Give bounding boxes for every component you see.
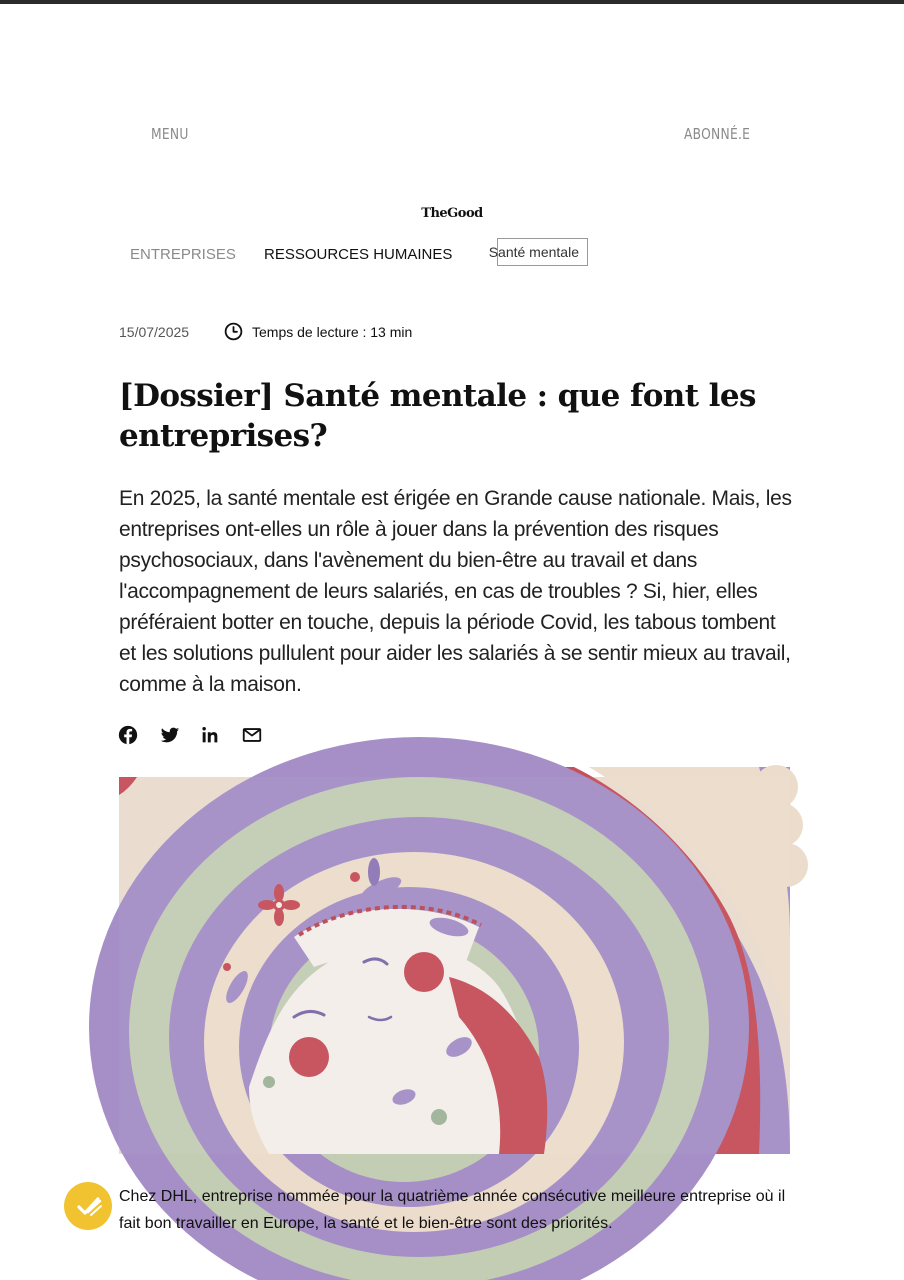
- top-border: [0, 0, 904, 4]
- article-title: [Dossier] Santé mentale : que font les entreprises?: [119, 378, 756, 454]
- linkedin-icon[interactable]: [199, 724, 221, 746]
- twitter-icon[interactable]: [159, 724, 181, 746]
- subscriber-button[interactable]: ABONNÉ.E: [684, 125, 751, 143]
- tag-sante-mentale-label: Santé mentale: [488, 244, 579, 260]
- menu-button[interactable]: MENU: [151, 125, 189, 143]
- article-date: 15/07/2025: [119, 324, 190, 340]
- hero-illustration: [119, 777, 790, 1154]
- tag-scroller: [0, 238, 904, 272]
- tag-ressources-humaines[interactable]: RESSOURCES HUMAINES: [264, 246, 453, 263]
- image-caption: Chez DHL, entreprise nommée pour la quatrième année consécutive meilleure entreprise où il fait bon travailler en Europe, la santé et le bien-être sont des priorités.: [119, 1188, 786, 1232]
- illustration-artwork: [119, 777, 790, 1154]
- checkmark-badge-icon: [64, 1182, 112, 1230]
- clock-icon: [224, 322, 243, 341]
- facebook-icon[interactable]: [117, 724, 139, 746]
- article-lead: En 2025, la santé mentale est érigée en Grande cause nationale. Mais, les entreprises ont-elles un rôle à jouer dans la prévention des risques psychosociaux, dans l'avènement du bien-être au travail et dans l'accompagnement de leurs salariés, en cas de troubles ? Si, hier, elles préféraient botter en touche, depuis la période Covid, les tabous tombent et les solutions pullulent pour aider les salariés à se sentir mieux au travail, comme à la maison.: [119, 487, 792, 696]
- tag-sante-mentale[interactable]: [488, 238, 588, 266]
- site-logo[interactable]: TheGood: [421, 206, 483, 221]
- mail-icon[interactable]: [241, 724, 263, 746]
- reading-time: Temps de lecture : 13 min: [252, 324, 413, 340]
- checkmark-glyph: [64, 1182, 112, 1230]
- tag-entreprises[interactable]: ENTREPRISES: [130, 246, 236, 263]
